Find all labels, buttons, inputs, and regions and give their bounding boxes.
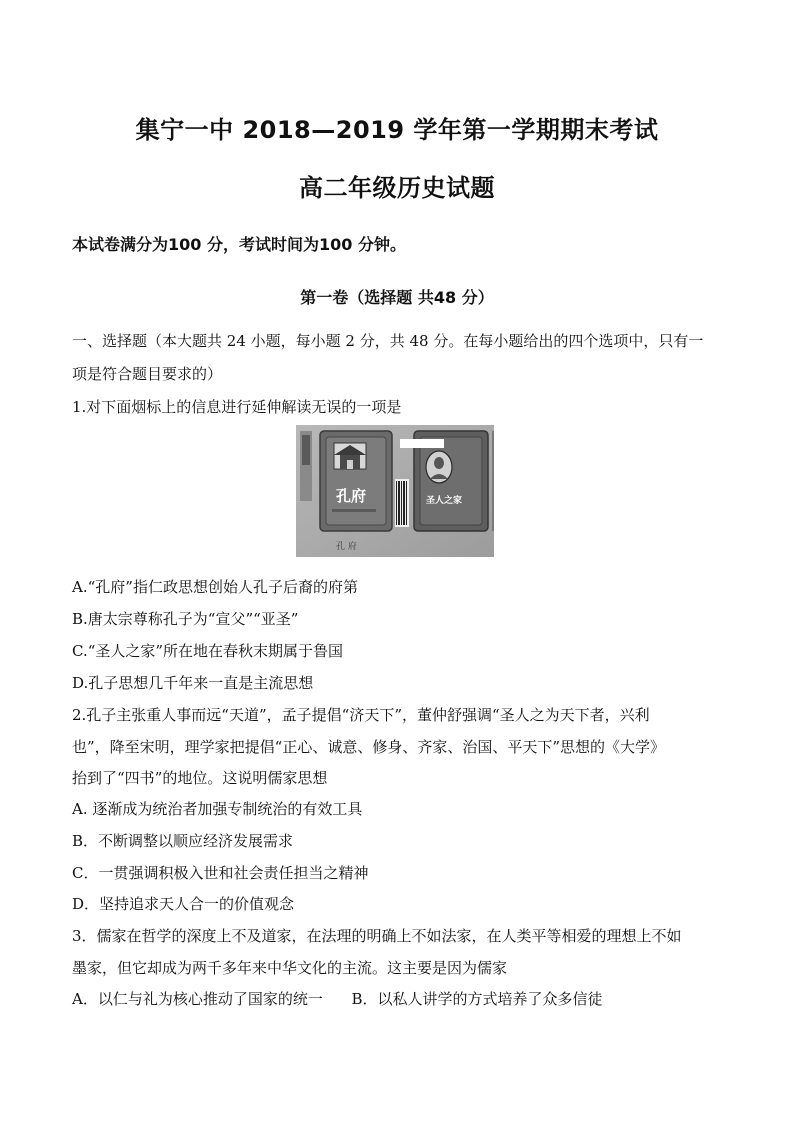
exam-title: 集宁一中 2018—2019 学年第一学期期末考试	[135, 116, 659, 144]
exam-subtitle: 高二年级历史试题	[299, 174, 495, 202]
q2-option-b[interactable]: B．不断调整以顺应经济发展需求	[72, 832, 294, 850]
question-3-stem-line-1: 3．儒家在哲学的深度上不及道家，在法理的明确上不如法家，在人类平等相爱的理想上不如	[72, 927, 682, 945]
q1-option-c[interactable]: C.“圣人之家”所在地在春秋末期属于鲁国	[72, 642, 344, 660]
q2-option-d[interactable]: D．坚持追求天人合一的价值观念	[72, 895, 295, 913]
cigarette-label-image	[296, 425, 494, 557]
q2-option-c[interactable]: C．一贯强调积极入世和社会责任担当之精神	[72, 864, 369, 882]
brand-right-text: 圣人之家	[426, 496, 463, 506]
question-2-stem-line-3: 抬到了“四书”的地位。这说明儒家思想	[72, 769, 328, 787]
instructions-line-2: 项是符合题目要求的）	[72, 365, 223, 383]
q2-option-a[interactable]: A. 逐渐成为统治者加强专制统治的有效工具	[72, 800, 363, 818]
q1-option-b[interactable]: B.唐太宗尊称孔子为“宣父”“亚圣”	[72, 610, 299, 628]
q3-options-ab[interactable]: A．以仁与礼为核心推动了国家的统一 B．以私人讲学的方式培养了众多信徒	[72, 990, 603, 1008]
instructions-line-1: 一、选择题（本大题共 24 小题，每小题 2 分，共 48 分。在每小题给出的四个选项中，只有一	[72, 332, 704, 350]
question-2-stem-line-2: 也”，降至宋明，理学家把提倡“正心、诚意、修身、齐家、治国、平天下”思想的《大学》	[72, 738, 666, 756]
question-1-stem: 1.对下面烟标上的信息进行延伸解读无误的一项是	[72, 398, 402, 416]
question-2-stem-line-1: 2.孔子主张重人事而远“天道”，孟子提倡“济天下”，董仲舒强调“圣人之为天下者，兴利	[72, 706, 650, 724]
brand-left-text: 孔府	[336, 487, 367, 505]
q1-option-a[interactable]: A.“孔府”指仁政思想创始人孔子后裔的府第	[72, 578, 358, 596]
section-title: 第一卷（选择题 共48 分）	[300, 288, 494, 307]
question-3-stem-line-2: 墨家，但它却成为两千多年来中华文化的主流。这主要是因为儒家	[72, 959, 508, 977]
brand-bottom-text: 孔 府	[336, 542, 357, 552]
q1-option-d[interactable]: D.孔子思想几千年来一直是主流思想	[72, 674, 314, 692]
exam-info: 本试卷满分为100 分，考试时间为100 分钟。	[72, 235, 406, 254]
barcode-icon	[395, 479, 409, 527]
